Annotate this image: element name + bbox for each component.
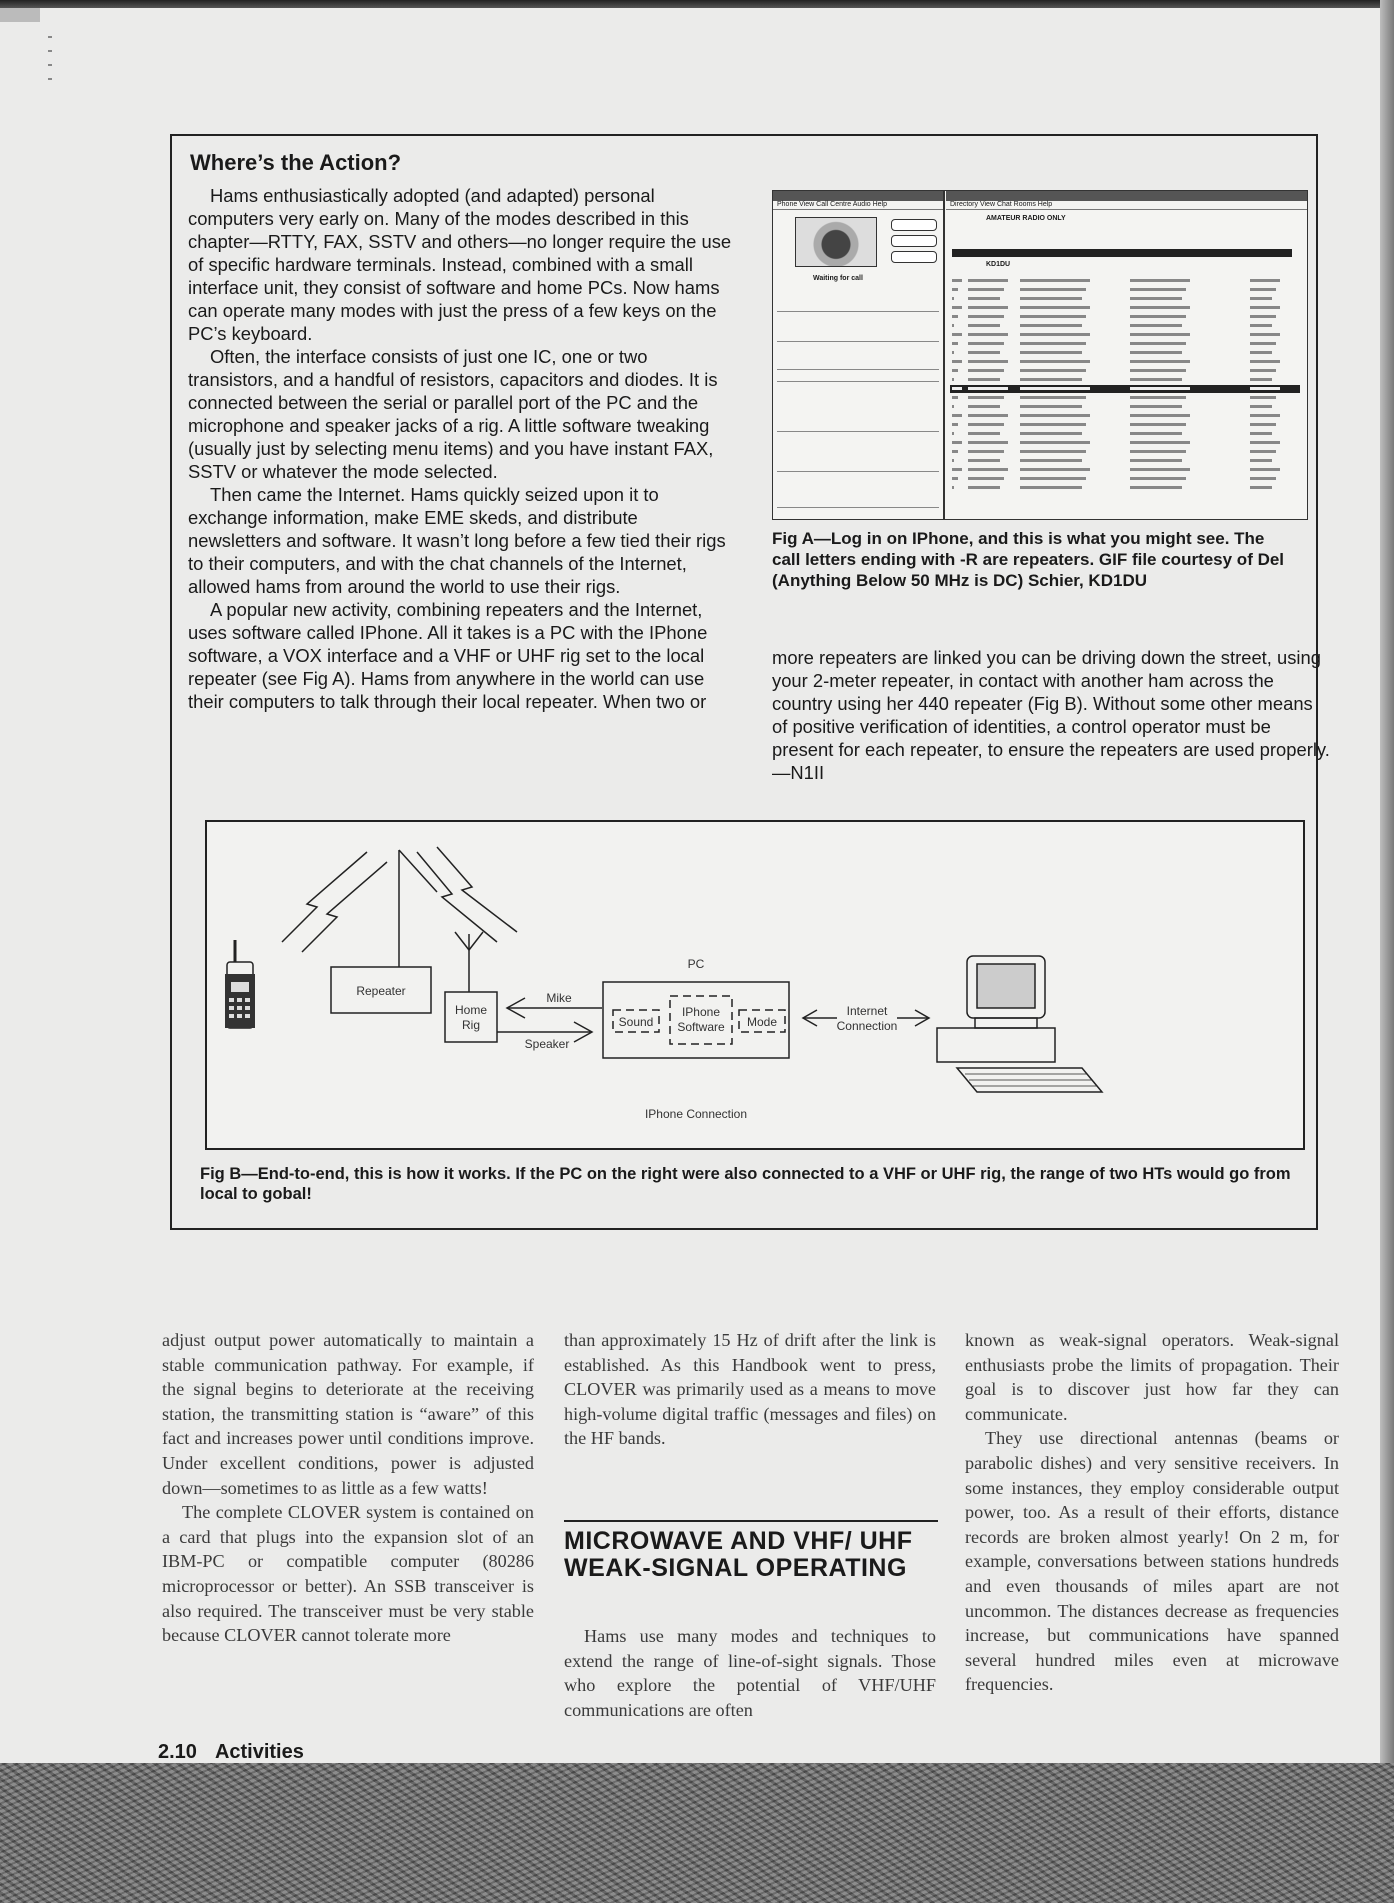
selected-room-bar (952, 249, 1292, 257)
divider (777, 341, 939, 342)
waiting-label: Waiting for call (813, 275, 863, 282)
user-list-row (950, 385, 1300, 393)
user-list-row (950, 412, 1300, 420)
user-list-row (950, 295, 1300, 303)
user-list-row (950, 466, 1300, 474)
pc-label: PC (687, 957, 705, 971)
divider (777, 431, 939, 432)
internet-label: Connection (836, 1019, 898, 1033)
user-list-row (950, 394, 1300, 402)
body-paragraph: adjust output power automatically to maintain a stable communication pathway. For example, if the signal begins to deteriorate at the receiving station, the transmitting station is “aware” of this fact and increases power until conditions improve. Under excellent conditions, power is adjusted down—sometimes to as little as a few watts! (162, 1330, 534, 1498)
window-button (891, 219, 937, 231)
user-list-row (950, 484, 1300, 492)
scan-corner-mark (0, 8, 40, 22)
directory-window (946, 191, 1307, 519)
diagram-graphic (207, 822, 1307, 1152)
scan-top-edge (0, 0, 1394, 8)
user-list-row (950, 358, 1300, 366)
body-paragraph: known as weak-signal operators. Weak-signal enthusiasts probe the limits of propagation. Their goal is to discover just how far they can communicate. (965, 1330, 1339, 1424)
room-label: AMATEUR RADIO ONLY (986, 215, 1066, 222)
user-list-row (950, 367, 1300, 375)
divider (777, 471, 939, 472)
body-paragraph: Hams use many modes and techniques to extend the range of line-of-sight signals. Those who explore the potential of VHF/UHF communications are often (564, 1626, 936, 1720)
fig-a-caption: Fig A—Log in on IPhone, and this is what you might see. The call letters ending with -R are repeaters. GIF file courtesy of Del (Anything Below 50 MHz is DC) Schier, KD1DU (772, 529, 1285, 590)
fig-b-caption: Fig B—End-to-end, this is how it works. If the PC on the right were also connected to a VHF or UHF rig, the range of two HTs would go from local to gobal! (200, 1165, 1291, 1203)
user-list-row (950, 376, 1300, 384)
internet-label: Internet (846, 1004, 888, 1018)
user-list-row (950, 430, 1300, 438)
iphone-window (773, 191, 945, 519)
column-3 (965, 1328, 1339, 1697)
home-rig-label: Rig (461, 1018, 481, 1032)
user-list-row (950, 448, 1300, 456)
divider (777, 507, 939, 508)
scan-right-edge (1380, 0, 1394, 1903)
repeater-label: Repeater (356, 984, 406, 998)
sidebar-paragraph: A popular new activity, combining repeaters and the Internet, uses software called IPhone. All it takes is a PC with the IPhone software, a VOX interface and a VHF or UHF rig set to the local repeater (see Fig A). Hams from anywhere in the world can use their computers to talk through their local repeater. When two or (188, 599, 708, 712)
divider (777, 381, 939, 382)
fig-b-diagram (205, 820, 1305, 1150)
user-list-row (950, 286, 1300, 294)
sidebar-paragraph: Hams enthusiastically adopted (and adapted) personal computers very early on. Many of the modes described in this chapter—RTTY, FAX, SSTV and others—no longer require the use of specific hardware terminals. Instead, combined with a small interface unit, they consist of software and home PCs. Now hams can operate many modes with just the press of a few keys on the PC’s keyboard. (188, 185, 732, 344)
user-list-row (950, 331, 1300, 339)
home-rig-box (445, 992, 497, 1042)
column-1 (162, 1328, 534, 1648)
tower-line (399, 850, 437, 892)
window-titlebar (773, 191, 943, 201)
page-number: 2.10 (158, 1741, 197, 1763)
section-rule (564, 1520, 938, 1522)
window-menubar: Directory View Chat Rooms Help (946, 201, 1307, 210)
home-rig-label: Home (454, 1003, 488, 1017)
user-list-row (950, 439, 1300, 447)
sidebar-paragraph: more repeaters are linked you can be driving down the street, using your 2-meter repeater, in contact with another ham across the country using her 440 repeater (Fig B). Without some other means of positive verification of identities, a control operator must be present for each repeater, to ensure the repeaters are used properly.—N1II (772, 647, 1330, 783)
user-list-row (950, 322, 1300, 330)
user-list-row (950, 313, 1300, 321)
scan-margin-marks (48, 30, 58, 130)
sidebar-paragraph: Then came the Internet. Hams quickly seized upon it to exchange information, make EME skeds, and distribute newsletters and software. It wasn’t long before a few tied their rigs to their computers, and with the chat channels of the Internet, allowed hams from around the world to use their rigs. (188, 484, 726, 597)
sidebar-title: Where’s the Action? (190, 150, 402, 175)
page-footer (158, 1741, 304, 1764)
body-paragraph: The complete CLOVER system is contained on a card that plugs into the expansion slot of an IBM-PC or compatible computer (80286 microprocessor or better). An SSB transceiver is also required. The transceiver must be very stable because CLOVER cannot tolerate more (162, 1502, 534, 1646)
user-list-row (950, 349, 1300, 357)
divider (777, 311, 939, 312)
user-list-row (950, 457, 1300, 465)
iphone-label: IPhone (681, 1005, 721, 1019)
divider (777, 369, 939, 370)
computer-case (937, 1028, 1055, 1062)
sound-label: Sound (618, 1015, 654, 1029)
mode-label: Mode (746, 1015, 778, 1029)
mike-label: Mike (546, 991, 572, 1005)
iphone-connection-label: IPhone Connection (644, 1107, 748, 1121)
user-list-row (950, 403, 1300, 411)
user-list-row (950, 277, 1300, 285)
speaker-label: Speaker (524, 1037, 570, 1051)
user-list-row (950, 421, 1300, 429)
iphone-label: Software (677, 1020, 725, 1034)
section-heading: MICROWAVE AND VHF/ UHF WEAK-SIGNAL OPERATING (564, 1527, 913, 1582)
window-titlebar (946, 191, 1307, 201)
column-2 (564, 1328, 936, 1451)
signal-arrow-right (417, 852, 497, 942)
window-button (891, 235, 937, 247)
sidebar-body (188, 184, 733, 713)
window-menubar: Phone View Call Centre Audio Help (773, 201, 943, 210)
scan-bottom-edge (0, 1763, 1394, 1903)
section-name: Activities (214, 1741, 304, 1763)
sidebar-paragraph: Often, the interface consists of just one IC, one or two transistors, and a handful of resistors, capacitors and diodes. It is connected between the serial or parallel port of the PC and the microphone and speaker jacks of a rig. A little software tweaking (usually just by selecting menu items) and you have instant FAX, SSTV or whatever the mode selected. (188, 346, 718, 482)
user-list-row (950, 304, 1300, 312)
body-paragraph: than approximately 15 Hz of drift after the link is established. As this Handbook went to press, CLOVER was primarily used as a means to move high-volume digital traffic (messages and files) on the HF bands. (564, 1330, 936, 1449)
video-image (795, 217, 877, 267)
body-paragraph: They use directional antennas (beams or parabolic dishes) and very sensitive receivers. In some instances, they employ considerable output power, too. As a result of their efforts, distance records are broken almost yearly! On 2 m, for example, conversations between stations hundreds and even thousands of miles apart are not uncommon. The distances decrease as frequencies increase, but communications have spanned several hundred miles even at microwave frequencies. (965, 1428, 1339, 1695)
callsign-label: KD1DU (986, 261, 1011, 268)
user-list-row (950, 475, 1300, 483)
user-list-row (950, 340, 1300, 348)
sidebar-body-continued (772, 646, 1332, 784)
fig-a-screenshot (772, 190, 1308, 520)
window-button (891, 251, 937, 263)
column-2-continued (564, 1624, 936, 1722)
user-list (950, 277, 1300, 497)
